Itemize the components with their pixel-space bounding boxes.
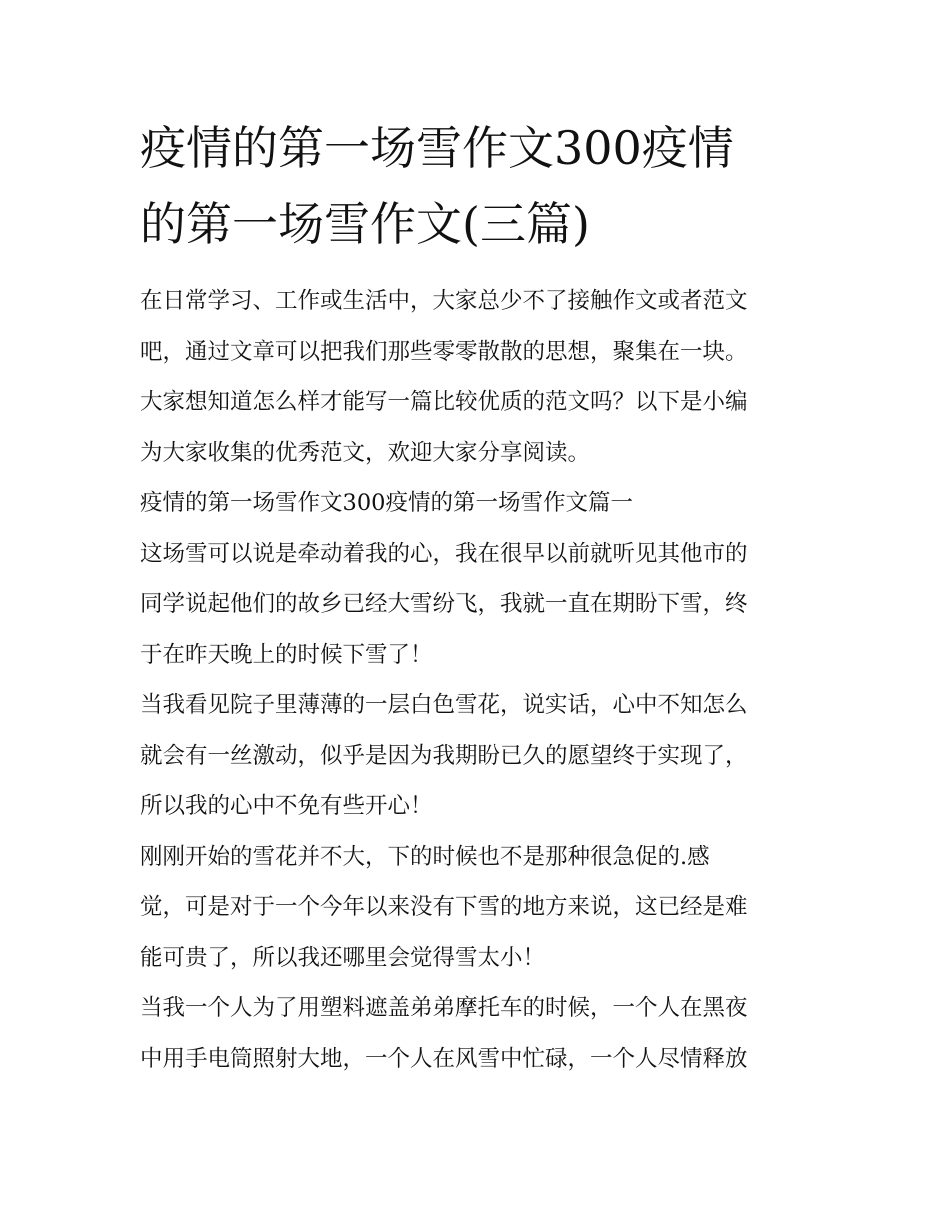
body-line: 刚刚开始的雪花并不大，下的时候也不是那种很急促的.感 (140, 843, 710, 870)
body-line: 当我看见院子里薄薄的一层白色雪花，说实话，心中不知怎么 (140, 692, 748, 718)
body-line: 当我一个人为了用塑料遮盖弟弟摩托车的时候，一个人在黑夜 (140, 995, 748, 1021)
body-line: 吧，通过文章可以把我们那些零零散散的思想，聚集在一块。 (140, 338, 748, 365)
body-line: 在日常学习、工作或生活中，大家总少不了接触作文或者范文 (140, 288, 748, 314)
section-heading: 疫情的第一场雪作文300疫情的第一场雪作文篇一 (140, 490, 633, 516)
body-line: 于在昨天晚上的时候下雪了！ (140, 641, 433, 668)
body-line: 这场雪可以说是牵动着我的心，我在很早以前就听见其他市的 (140, 540, 748, 567)
body-line: 同学说起他们的故乡已经大雪纷飞，我就一直在期盼下雪，终 (140, 591, 748, 617)
document-body (140, 276, 830, 1084)
document-title (140, 110, 830, 262)
document-page (140, 110, 830, 1084)
body-line: 就会有一丝激动，似乎是因为我期盼已久的愿望终于实现了， (140, 742, 748, 769)
body-line: 能可贵了，所以我还哪里会觉得雪太小！ (140, 944, 546, 971)
body-line: 中用手电筒照射大地，一个人在风雪中忙碌，一个人尽情释放 (140, 1045, 748, 1072)
body-line: 觉，可是对于一个今年以来没有下雪的地方来说，这已经是难 (140, 894, 748, 920)
body-line: 为大家收集的优秀范文，欢迎大家分享阅读。 (140, 439, 591, 466)
body-line: 大家想知道怎么样才能写一篇比较优质的范文吗？以下是小编 (140, 389, 748, 415)
title-line-1: 疫情的第一场雪作文300疫情 (140, 121, 734, 175)
body-line: 所以我的心中不免有些开心！ (140, 793, 433, 819)
title-line-2: 的第一场雪作文(三篇) (140, 197, 590, 251)
